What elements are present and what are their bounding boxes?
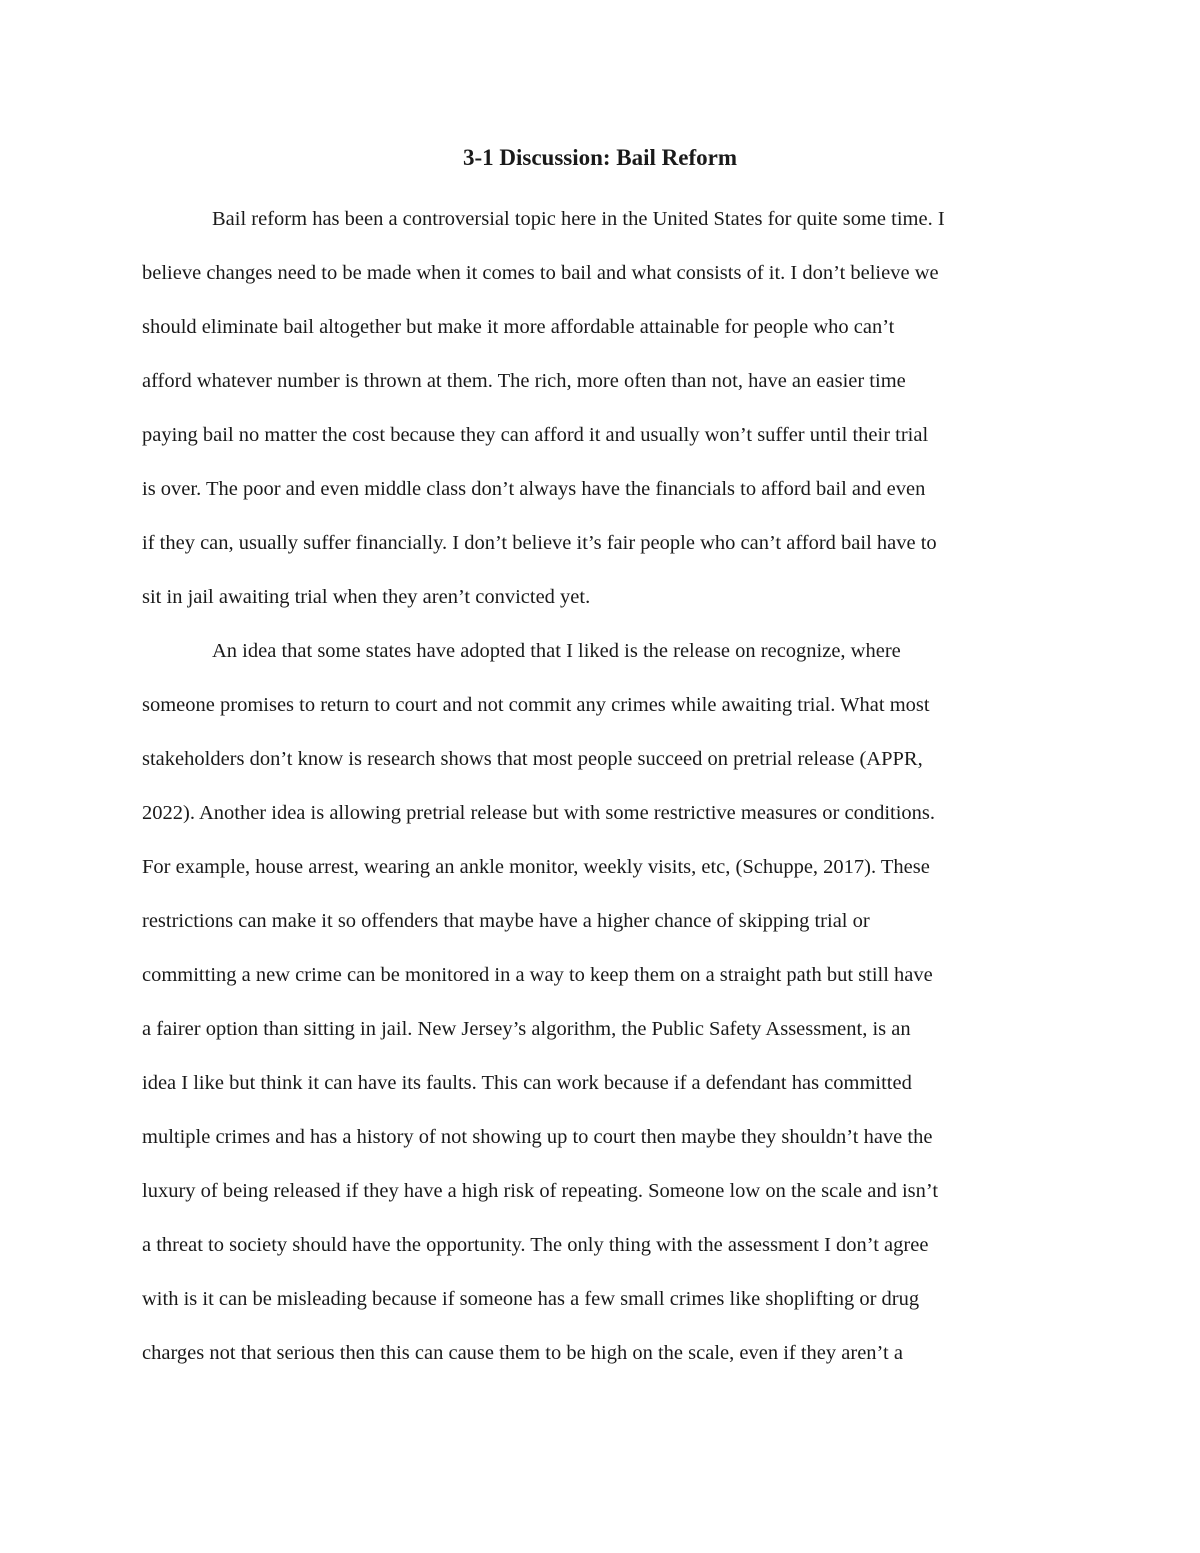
paragraph-1-line-7: if they can, usually suffer financially. I don’t believe it’s fair people who can’t afford bail have to [142, 532, 937, 554]
document-title: 3-1 Discussion: Bail Reform [462, 145, 738, 170]
paragraph-2-line-8: a fairer option than sitting in jail. New Jersey’s algorithm, the Public Safety Assessment, is an [142, 1018, 911, 1040]
paragraph-2-line-14: charges not that serious then this can cause them to be high on the scale, even if they aren’t a [142, 1342, 903, 1364]
paragraph-1-line-5: paying bail no matter the cost because they can afford it and usually won’t suffer until their trial [142, 424, 929, 446]
paragraph-2-line-1: An idea that some states have adopted that I liked is the release on recognize, where [212, 640, 901, 662]
paragraph-1-line-6: is over. The poor and even middle class don’t always have the financials to afford bail and even [142, 478, 926, 500]
paragraph-1-line-8: sit in jail awaiting trial when they aren’t convicted yet. [142, 586, 591, 608]
paragraph-2-line-10: multiple crimes and has a history of not showing up to court then maybe they shouldn’t have the [142, 1126, 933, 1148]
paragraph-2-line-13: with is it can be misleading because if someone has a few small crimes like shoplifting or drug [142, 1288, 920, 1310]
paragraph-1-line-4: afford whatever number is thrown at them. The rich, more often than not, have an easier time [142, 370, 906, 392]
paragraph-2-line-7: committing a new crime can be monitored in a way to keep them on a straight path but still have [142, 964, 933, 986]
paragraph-2-line-6: restrictions can make it so offenders that maybe have a higher chance of skipping trial or [142, 910, 870, 932]
paragraph-2-line-11: luxury of being released if they have a high risk of repeating. Someone low on the scale and isn’t [142, 1180, 939, 1202]
paragraph-1-line-3: should eliminate bail altogether but make it more affordable attainable for people who can’t [142, 316, 895, 338]
paragraph-2-line-9: idea I like but think it can have its faults. This can work because if a defendant has committed [142, 1072, 912, 1094]
paragraph-2-line-2: someone promises to return to court and not commit any crimes while awaiting trial. What most [142, 694, 930, 716]
paragraph-1-line-2: believe changes need to be made when it comes to bail and what consists of it. I don’t believe we [142, 262, 939, 284]
paragraph-2-line-4: 2022). Another idea is allowing pretrial release but with some restrictive measures or conditions. [142, 802, 936, 824]
paragraph-1-line-1: Bail reform has been a controversial topic here in the United States for quite some time. I [212, 208, 945, 230]
paragraph-2-line-3: stakeholders don’t know is research shows that most people succeed on pretrial release (APPR, [142, 748, 923, 770]
paragraph-2-line-12: a threat to society should have the opportunity. The only thing with the assessment I don’t agree [142, 1234, 929, 1256]
paragraph-2-line-5: For example, house arrest, wearing an ankle monitor, weekly visits, etc, (Schuppe, 2017). These [142, 856, 930, 878]
